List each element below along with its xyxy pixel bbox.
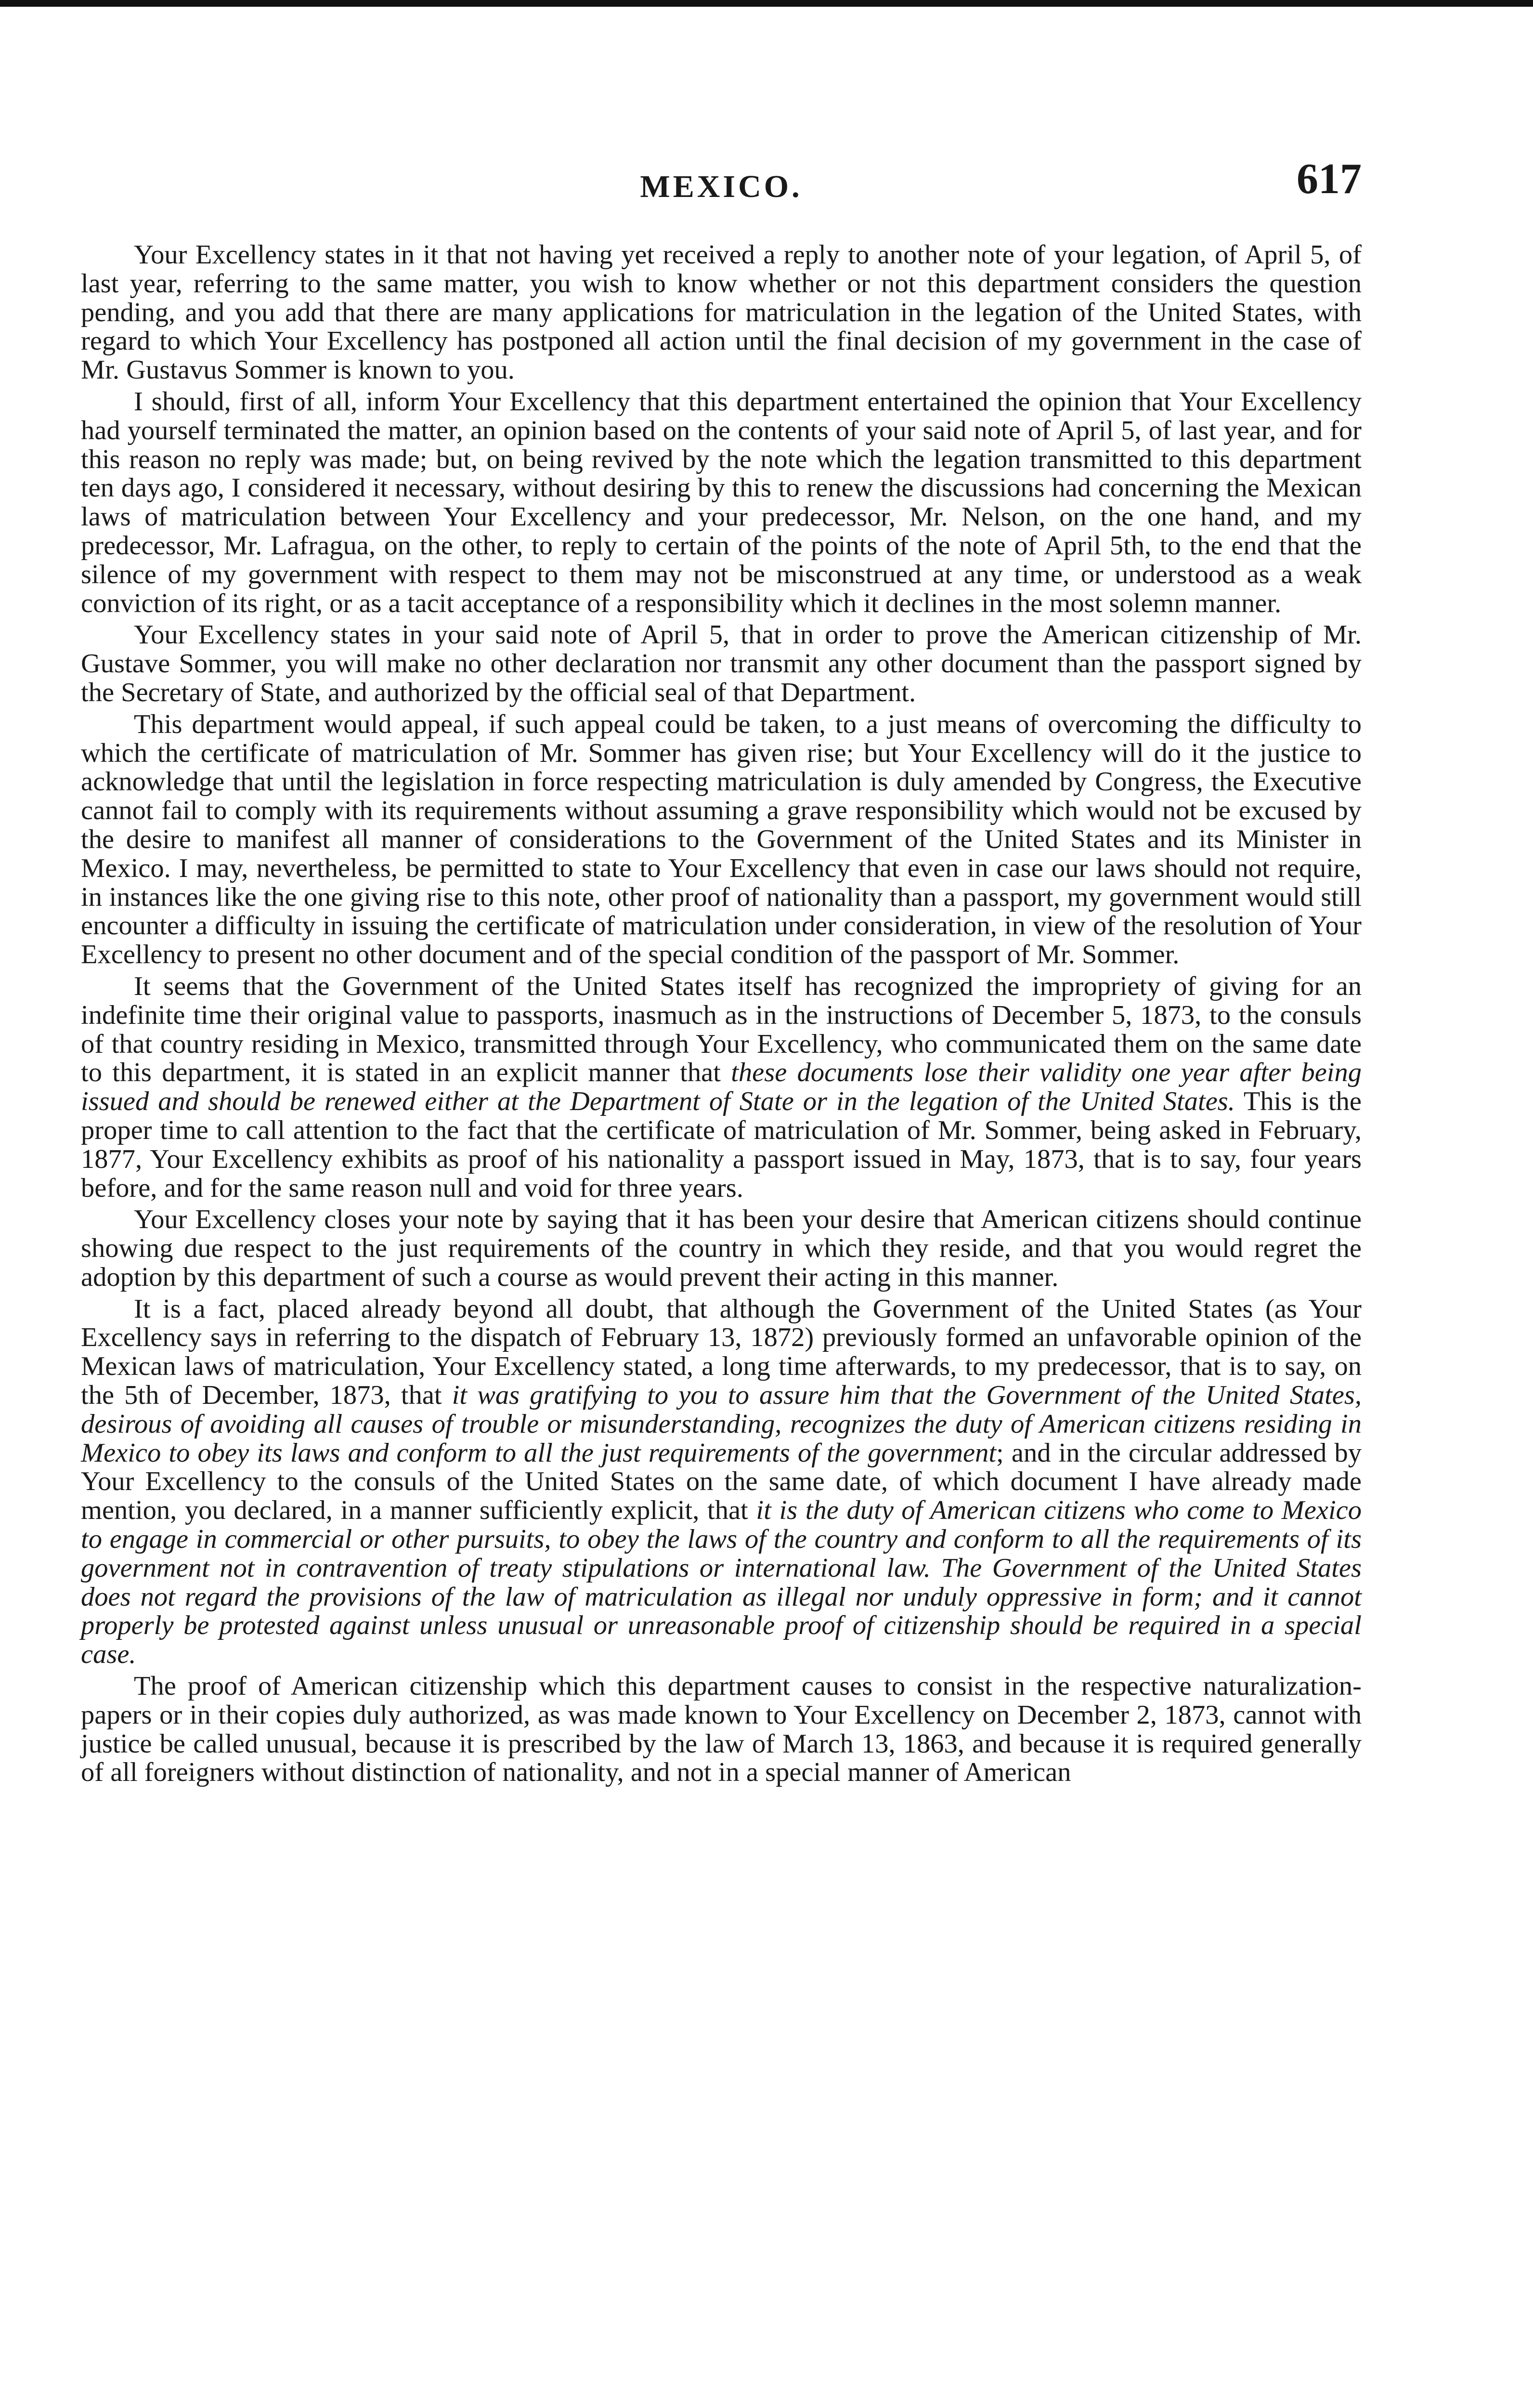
text-run: ; and in the circular addressed by Your Excellency to the consuls of the United States on the same date, of which document I have already made mention, you declared, in a manner sufficiently explicit, that xyxy=(81,1438,1362,1526)
paragraph xyxy=(81,1205,1362,1292)
running-title: MEXICO. xyxy=(640,169,803,204)
text-run: I should, first of all, inform Your Excellency that this department entertained the opinion that Your Excellency had yourself terminated the matter, an opinion based on the contents of your said note of April 5, of last year, and for this reason no reply was made; but, on being revived by the note which the legation transmitted to this department ten days ago, I considered it necessary, without desiring by this to renew the discussions had concerning the Mexican laws of matriculation between Your Excellency and your predecessor, Mr. Nelson, on the one hand, and my predecessor, Mr. Lafragua, on the other, to reply to certain of the points of the note of April 5th, to the end that the silence of my government with respect to them may not be misconstrued at any time, or understood as a weak conviction of its right, or as a tacit acceptance of a responsibility which it declines in the most solemn manner. xyxy=(81,386,1362,618)
top-border-rule xyxy=(0,0,1533,7)
italic-quotation: it was gratifying to you to assure him that the Government of the United States, desirous of avoiding all causes of trouble or misunderstanding, recognizes the duty of American citizens residing in Mexico to obey its laws and conform to all the just requirements of the government xyxy=(81,1380,1362,1468)
text-run: It seems that the Government of the United States itself has recognized the impropriety of giving for an indefinite time their original value to passports, inasmuch as in the instructions of December 5, 1873, to the consuls of that country residing in Mexico, transmitted through Your Excellency, who communicated them on the same date to this department, it is stated in an explicit manner that xyxy=(81,971,1362,1088)
page-number: 617 xyxy=(1297,155,1362,203)
text-run: It is a fact, placed already beyond all doubt, that although the Government of the United States (as Your Excellency says in referring to the dispatch of February 13, 1872) previously formed an unfavorable opinion of the Mexican laws of matriculation, Your Excellency stated, a long time afterwards, to my predecessor, that is to say, on the 5th of December, 1873, that xyxy=(81,1294,1362,1411)
paragraph xyxy=(81,972,1362,1203)
body-text xyxy=(81,241,1362,1787)
text-run: This is the proper time to call attention to the fact that the certificate of matriculation of Mr. Sommer, being asked in February, 1877, Your Excellency exhibits as proof of his nationality a passport issued in May, 1873, that is to say, four years before, and for the same reason null and void for three years. xyxy=(81,1086,1362,1203)
text-run: The proof of American citizenship which this department causes to consist in the respective naturalization-papers or in their copies duly authorized, as was made known to Your Excellency on December 2, 1873, cannot with justice be called unusual, because it is prescribed by the law of March 13, 1863, and because it is required generally of all foreigners without distinction of nationality, and not in a special manner of American xyxy=(81,1671,1362,1788)
paragraph xyxy=(81,1672,1362,1787)
paragraph xyxy=(81,621,1362,707)
text-run: Your Excellency states in your said note of April 5, that in order to prove the American citizenship of Mr. Gustave Sommer, you will make no other declaration nor transmit any other document than the passport signed by the Secretary of State, and authorized by the official seal of that Department. xyxy=(81,620,1362,707)
text-run: This department would appeal, if such appeal could be taken, to a just means of overcoming the difficulty to which the certificate of matriculation of Mr. Sommer has given rise; but Your Excellency will do it the justice to acknowledge that until the legislation in force respecting matriculation is duly amended by Congress, the Executive cannot fail to comply with its requirements without assuming a grave responsibility which would not be excused by the desire to manifest all manner of considerations to the Government of the United States and its Minister in Mexico. I may, nevertheless, be permitted to state to Your Excellency that even in case our laws should not require, in instances like the one giving rise to this note, other proof of nationality than a passport, my government would still encounter a difficulty in issuing the certificate of matriculation under consideration, in view of the resolution of Your Excellency to present no other document and of the special condition of the passport of Mr. Sommer. xyxy=(81,709,1362,970)
text-run: Your Excellency states in it that not having yet received a reply to another note of your legation, of April 5, of last year, referring to the same matter, you wish to know whether or not this department considers the question pending, and you add that there are many applications for matriculation in the legation of the United States, with regard to which Your Excellency has postponed all action until the final decision of my government in the case of Mr. Gustavus Sommer is known to you. xyxy=(81,240,1362,385)
italic-quotation: it is the duty of American citizens who come to Mexico to engage in commercial or other pursuits, to obey the laws of the country and conform to all the requirements of its government not in contravention of treaty stipulations or international law. The Government of the United States does not regard the provisions of the law of matriculation as illegal nor unduly oppressive in form; and it cannot properly be protested against unless unusual or unreasonable proof of citizenship should be required in a special case. xyxy=(81,1495,1362,1670)
paragraph xyxy=(81,388,1362,618)
italic-quotation: these documents lose their validity one year after being issued and should be renewed either at the Department of State or in the legation of the United States. xyxy=(81,1058,1362,1117)
text-run: Your Excellency closes your note by saying that it has been your desire that American citizens should continue showing due respect to the just requirements of the country in which they reside, and that you would regret the adoption by this department of such a course as would prevent their acting in this manner. xyxy=(81,1204,1362,1292)
running-head xyxy=(81,149,1362,202)
paragraph xyxy=(81,241,1362,385)
paragraph xyxy=(81,1295,1362,1669)
document-page xyxy=(81,149,1362,1790)
paragraph xyxy=(81,710,1362,969)
